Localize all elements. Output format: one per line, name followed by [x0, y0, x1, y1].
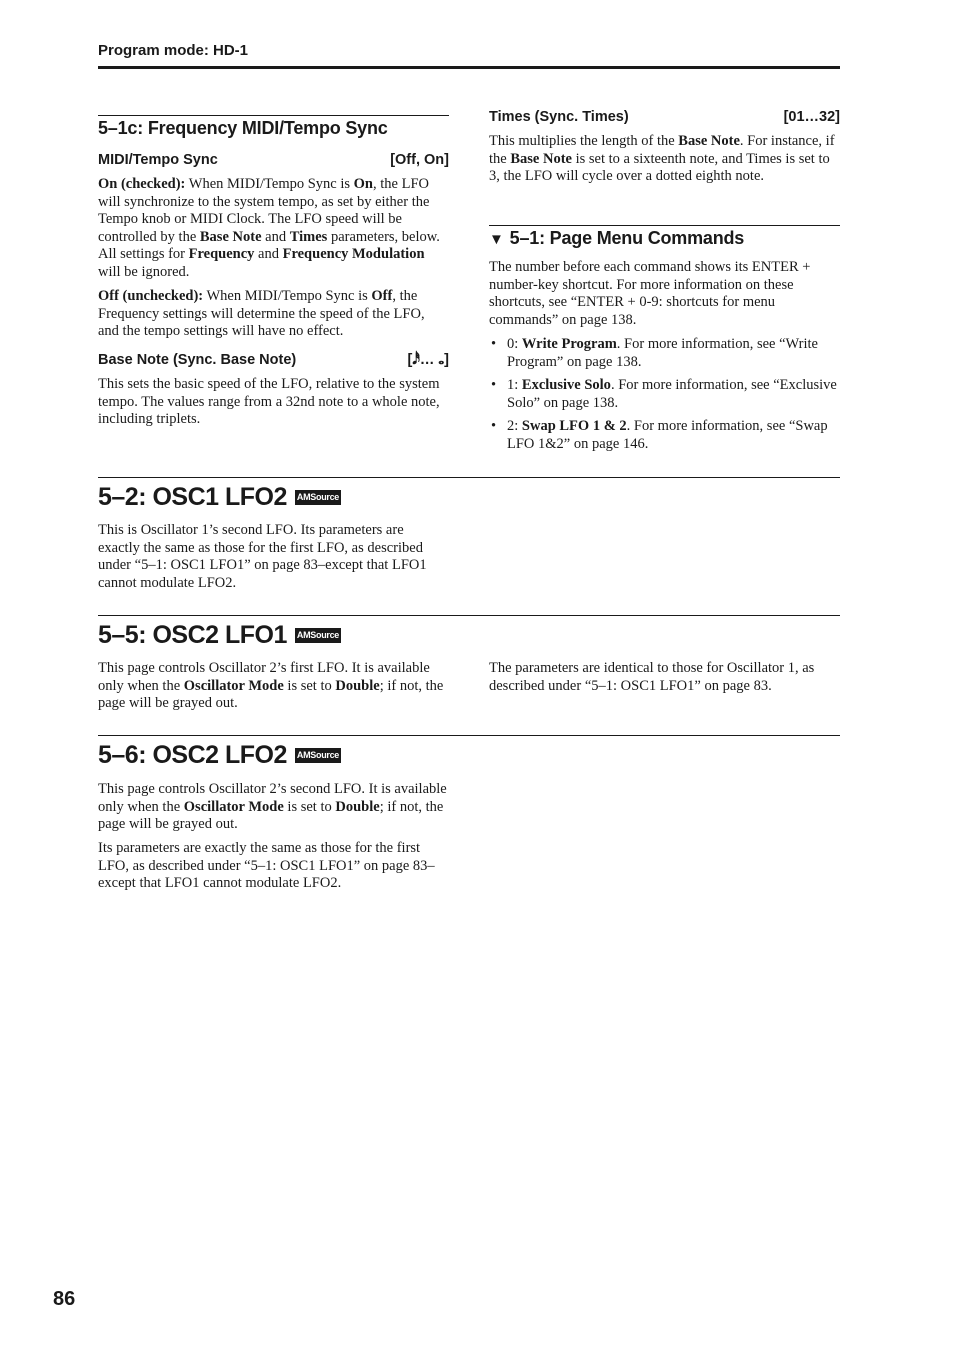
- triangle-down-icon: ▼: [489, 231, 504, 248]
- param-name: Base Note (Sync. Base Note): [98, 352, 297, 368]
- osc2-lfo1-note: The parameters are identical to those for Oscillator 1, as described under “5–1: OSC1 LFO1” on page 83.: [489, 660, 815, 694]
- heading-5-2: 5–2: OSC1 LFO2 AMSource: [98, 483, 340, 511]
- heading-5-1c: 5–1c: Frequency MIDI/Tempo Sync: [98, 118, 388, 138]
- param-range: [𝅘𝅥𝅰… 𝅝]: [407, 352, 449, 368]
- param-name: MIDI/Tempo Sync: [98, 152, 218, 168]
- heading-5-5: 5–5: OSC2 LFO1 AMSource: [98, 621, 340, 649]
- param-midi-tempo-sync: [98, 152, 449, 168]
- section-rule: [98, 115, 449, 116]
- section-rule: [98, 477, 840, 478]
- osc2-lfo2-params: Its parameters are exactly the same as those for the first LFO, as described under “5–1: OSC1 LFO1” on page 83–except that LFO1 cannot modulate LFO2.: [98, 840, 435, 892]
- heading-page-menu: ▼ 5–1: Page Menu Commands: [489, 228, 745, 248]
- param-name: Times (Sync. Times): [489, 109, 629, 125]
- list-item: • 1: Exclusive Solo. For more information, see “Exclusive Solo” on page 138.: [489, 377, 840, 412]
- param-range: [01…32]: [783, 109, 840, 125]
- base-note-description: This sets the basic speed of the LFO, relative to the system tempo. The values range from a 32nd note to a whole note, including triplets.: [98, 376, 440, 428]
- list-item: • 0: Write Program. For more information, see “Write Program” on page 138.: [489, 336, 840, 371]
- times-description: This multiplies the length of the Base Note. For instance, if the Base Note is set to a sixteenth note, and Times is set to 3, the LFO will cycle over a dotted eighth note.: [489, 133, 835, 185]
- menu-command-list: [489, 336, 840, 460]
- section-rule: [489, 225, 840, 226]
- param-base-note: [98, 352, 449, 368]
- section-rule: [98, 615, 840, 616]
- heading-5-6: 5–6: OSC2 LFO2 AMSource: [98, 741, 340, 769]
- osc1-lfo2-description: This is Oscillator 1’s second LFO. Its parameters are exactly the same as those for the first LFO, as described under “5–1: OSC1 LFO1” on page 83–except that LFO1 cannot modulate LFO2.: [98, 522, 427, 591]
- amsource-badge: AMSource: [295, 748, 341, 763]
- list-item: • 2: Swap LFO 1 & 2. For more information, see “Swap LFO 1&2” on page 146.: [489, 418, 840, 453]
- page-number: 86: [53, 1288, 76, 1310]
- running-header: Program mode: HD-1: [98, 42, 249, 59]
- amsource-badge: AMSource: [295, 490, 341, 505]
- osc2-lfo2-description: This page controls Oscillator 2’s second LFO. It is available only when the Oscillator Mode is set to Double; if not, the page will be grayed out.: [98, 781, 447, 833]
- param-times: [489, 109, 840, 125]
- param-range: [Off, On]: [390, 152, 449, 168]
- off-description: Off (unchecked): When MIDI/Tempo Sync is Off, the Frequency settings will determine the speed of the LFO, and the tempo settings will have no effect.: [98, 288, 425, 340]
- header-rule: [98, 66, 840, 69]
- menu-intro: The number before each command shows its ENTER + number-key shortcut. For more information on these shortcuts, see “ENTER + 0-9: shortcuts for menu commands” on page 138.: [489, 259, 811, 328]
- osc2-lfo1-description: This page controls Oscillator 2’s first LFO. It is available only when the Oscillator Mode is set to Double; if not, the page will be grayed out.: [98, 660, 444, 712]
- on-description: On (checked): When MIDI/Tempo Sync is On, the LFO will synchronize to the system tempo, as set by either the Tempo knob or MIDI Clock. The LFO speed will be controlled by the Base Note and Times parameters, below. All settings for Frequency and Frequency Modulation will be ignored.: [98, 176, 440, 280]
- amsource-badge: AMSource: [295, 628, 341, 643]
- section-rule: [98, 735, 840, 736]
